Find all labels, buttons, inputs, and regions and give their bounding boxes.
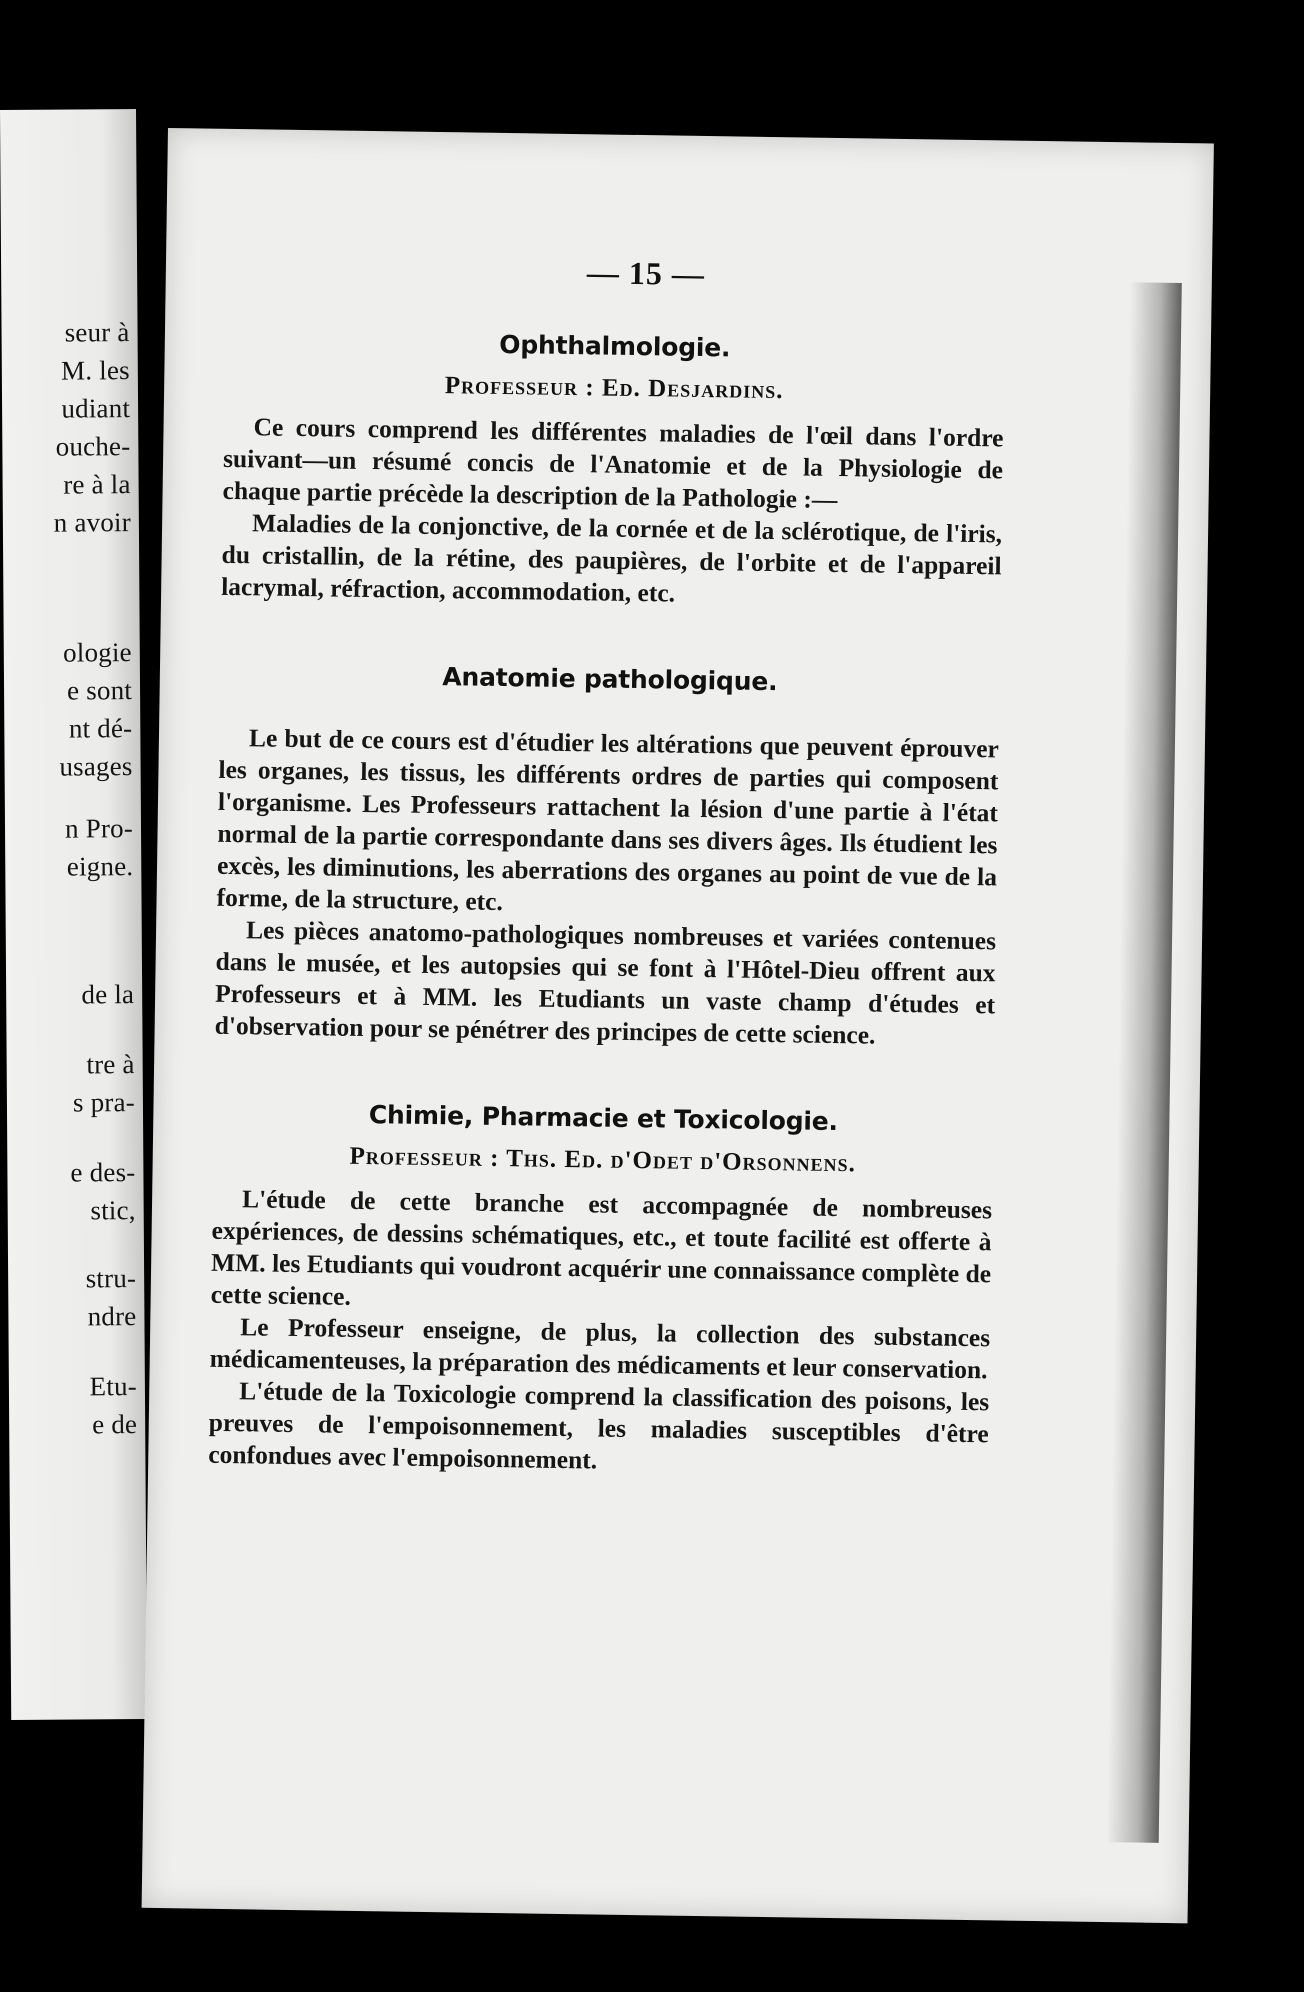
paragraph: Maladies de la conjonctive, de la cornée et de la sclérotique, de l'iris, du cristallin, de la rétine, des paupières, de l'orbite et de l'appareil lacrymal, réfraction, accommodation, etc.: [220, 508, 1003, 608]
section-ophthalmologie: [221, 326, 1005, 615]
facing-page-text-fragment: eigne.: [66, 851, 134, 882]
facing-page-text-fragment: s pra-: [72, 1087, 136, 1118]
page-number: — 15 —: [586, 254, 706, 292]
section-title: Chimie, Pharmacie et Toxicologie.: [368, 1100, 839, 1137]
section-title: Ophthalmologie.: [499, 329, 731, 363]
page-content: [208, 249, 1006, 1482]
facing-page-text-fragment: seur à: [64, 317, 130, 348]
paragraph: Le Professeur enseigne, de plus, la collection des substances médicamenteuses, la préparation des médicaments et leur conservation.: [209, 1312, 991, 1385]
section-chimie-pharmacie-toxicologie: [208, 1098, 993, 1483]
paragraph: L'étude de la Toxicologie comprend la classification des poisons, les preuves de l'empoisonnement, les maladies susceptibles d'être confondues avec l'empoisonnement.: [208, 1376, 990, 1475]
paragraph: Ce cours comprend les différentes maladies de l'œil dans l'ordre suivant—un résumé concis de l'Anatomie et de la Physiologie de chaque partie précède la description de la Pathologie :—: [222, 412, 1004, 514]
facing-page-text-fragment: udiant: [61, 393, 131, 424]
page-binding-shadow: [1107, 282, 1182, 1843]
paragraph: Les pièces anatomo-pathologiques nombreuses et variées contenues dans le musée, et les autopsies qui se font à l'Hôtel-Dieu offrent aux Professeurs et à MM. les Etudiants un vaste champ d'études et d'observation pour se pénétrer des principes de cette science.: [214, 915, 997, 1050]
facing-page-text-fragment: usages: [59, 751, 133, 782]
facing-page-text-fragment: e des-: [70, 1157, 136, 1188]
section-anatomie-pathologique: [214, 659, 1000, 1054]
facing-page-text-fragment: n Pro-: [64, 813, 134, 844]
professor-line: Professeur : Ths. Ed. d'Odet d'Orsonnens.: [349, 1142, 857, 1178]
facing-page-text-fragment: stru-: [85, 1263, 137, 1294]
facing-page-text-fragment: e de: [92, 1409, 138, 1440]
facing-page-fragment: [0, 109, 147, 1720]
facing-page-text-fragment: re à la: [63, 469, 131, 500]
facing-page-text-fragment: Etu-: [89, 1371, 138, 1402]
facing-page-text-fragment: e sont: [66, 675, 133, 706]
facing-page-text-fragment: de la: [81, 979, 135, 1010]
paragraph: L'étude de cette branche est accompagnée de nombreuses expériences, de dessins schématiques, etc., et toute facilité est offerte à MM. les Etudiants qui voudront acquérir une connaissance complète de cette science.: [210, 1184, 993, 1311]
facing-page-text-fragment: M. les: [61, 355, 130, 386]
facing-page-text-fragment: ndre: [87, 1301, 137, 1332]
section-title: Anatomie pathologique.: [442, 662, 778, 697]
paragraph: Le but de ce cours est d'étudier les altérations que peuvent éprouver les organes, les tissus, les différents ordres de parties qui composent l'organisme. Les Professeurs rattachent la lésion d'une partie à l'état normal de la partie correspondante dans ses divers âges. Ils étudient les excès, les diminutions, les aberrations des organes au point de vue de la forme, de la structure, etc.: [216, 723, 1000, 917]
book-page: [142, 128, 1214, 1923]
facing-page-text-fragment: tre à: [86, 1049, 135, 1080]
professor-line: Professeur : Ed. Desjardins.: [444, 372, 784, 405]
facing-page-text-fragment: stic,: [90, 1195, 136, 1226]
facing-page-text-fragment: n avoir: [53, 507, 131, 538]
facing-page-text-fragment: ouche-: [55, 431, 131, 462]
facing-page-text-fragment: nt dé-: [68, 713, 133, 744]
facing-page-text-fragment: ologie: [62, 637, 132, 668]
